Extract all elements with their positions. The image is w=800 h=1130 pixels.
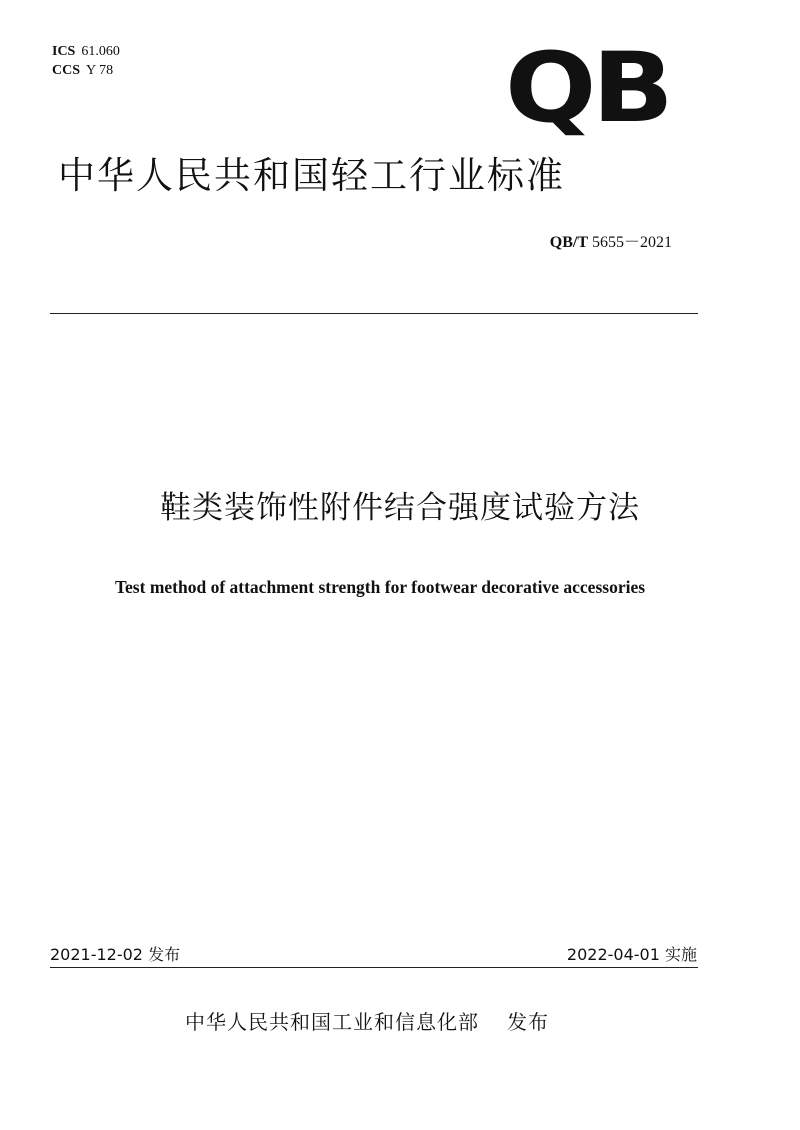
ics-code <box>52 42 120 61</box>
ccs-value: Y 78 <box>86 63 114 78</box>
ics-label: ICS <box>52 44 76 59</box>
ccs-label: CCS <box>52 63 81 78</box>
top-divider <box>50 313 698 314</box>
document-title-english: Test method of attachment strength for footwear decorative accessories <box>114 577 646 597</box>
ics-value: 61.060 <box>81 44 120 59</box>
issue-date: 2021-12-02 发布 <box>50 945 181 964</box>
ccs-code <box>52 61 120 80</box>
classification-codes <box>52 42 120 80</box>
publisher-action: 发布 <box>507 1010 549 1034</box>
bottom-divider <box>50 967 698 968</box>
qb-logo: QB <box>505 32 670 144</box>
implementation-date: 2022-04-01 实施 <box>566 945 697 964</box>
standard-number <box>550 229 672 252</box>
standard-number-prefix: QB/T <box>549 234 588 251</box>
standard-type-heading: 中华人民共和国轻工行业标准 <box>58 154 565 197</box>
publisher-line <box>185 1006 549 1035</box>
standard-number-value: 5655－2021 <box>591 234 672 251</box>
publisher-name: 中华人民共和国工业和信息化部 <box>185 1010 479 1034</box>
document-title-chinese: 鞋类装饰性附件结合强度试验方法 <box>160 490 640 526</box>
